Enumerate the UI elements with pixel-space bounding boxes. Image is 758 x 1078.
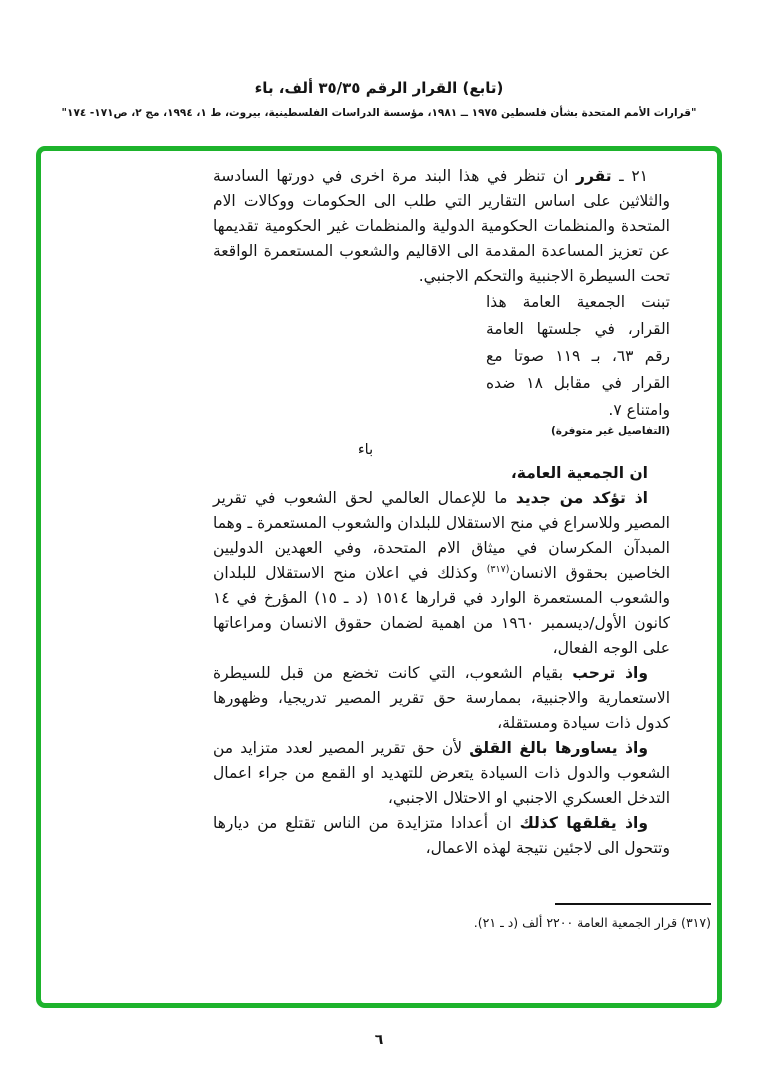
paragraph-welcoming bbox=[213, 661, 670, 736]
paragraph-21-text: ان تنظر في هذا البند مرة اخرى في دورتها السادسة والثلاثين على اساس التقارير التي طلب الى الحكومات ووكالات الام المتحدة والمنظمات الحكومية الدولية والمنظمات غير الحكومية تقديمها عن تعزيز المساعدة المقدمة الى الاقاليم والشعوب المستعمرة الواقعة تحت السيطرة الاجنبية والتحكم الاجنبي. bbox=[213, 167, 670, 285]
paragraph-welcoming-lead: واذ ترحب bbox=[572, 664, 648, 682]
paragraph-displacement bbox=[213, 811, 670, 861]
paragraph-displacement-lead: واذ يقلقها كذلك bbox=[519, 814, 648, 832]
page-number: ٦ bbox=[374, 1032, 384, 1048]
paragraph-reaffirming-text: ما للإعمال العالمي لحق الشعوب في تقرير المصير وللاسراع في منح الاستقلال للبلدان والشعوب المستعمرة ـ وهما المبدآن المكرسان في ميثاق الام المتحدة، وفي العهدين الدوليين الخاصين بحقوق الانسان bbox=[213, 489, 670, 582]
paragraph-welcoming-text: بقيام الشعوب، التي كانت تخضع من قبل للسيطرة الاستعمارية والاجنبية، بممارسة حق تقرير المصير تدريجيا، وظهورها كدول ذات سيادة ومستقلة، bbox=[213, 664, 670, 732]
document-frame bbox=[36, 146, 722, 1008]
paragraph-reaffirming-text2: وكذلك في اعلان منح الاستقلال للبلدان والشعوب المستعمرة الوارد في قرارها ١٥١٤ (د ـ ١٥) المؤرخ في ١٤ كانون الأول/ديسمبر ١٩٦٠ من اهمية لضمان حقوق الانسان ومراعاتها على الوجه الفعال، bbox=[213, 564, 670, 657]
source-citation: "قرارات الأمم المتحدة بشأن فلسطين ١٩٧٥ ــ ١٩٨١، مؤسسة الدراسات الفلسطينية، بيروت، ط ١، ١٩٩٤، مج ٢، ص١٧١- ١٧٤" bbox=[61, 107, 697, 119]
vote-record: تبنت الجمعية العامة هذا القرار، في جلستها العامة رقم ٦٣، بـ ١١٩ صوتا مع القرار في مقابل ١٨ ضده وامتناع ٧. bbox=[486, 293, 670, 419]
paragraph-21-lead: تقرر bbox=[576, 167, 612, 185]
resolution-title: (تابع) القرار الرقم ٣٥/٣٥ ألف، باء bbox=[254, 79, 504, 97]
document-body bbox=[213, 164, 670, 861]
paragraph-21 bbox=[213, 164, 670, 289]
paragraph-displacement-text: ان أعدادا متزايدة من الناس تقتلع من ديارها وتتحول الى لاجئين نتيجة لهذه الاعمال، bbox=[213, 814, 670, 857]
details-note: (التفاصيل غير متوفرة) bbox=[550, 425, 670, 437]
paragraph-concern bbox=[213, 736, 670, 811]
page-header bbox=[0, 78, 758, 121]
paragraph-reaffirming-lead: اذ تؤكد من جديد bbox=[515, 489, 648, 507]
footnote-divider bbox=[555, 903, 711, 905]
paragraph-concern-text: لأن حق تقرير المصير لعدد متزايد من الشعوب والدول ذات السيادة يتعرض للتهديد او القمع من جراء اعمال التدخل العسكري الاجنبي او الاحتلال الاجنبي، bbox=[213, 739, 670, 807]
footnote-area bbox=[377, 903, 711, 931]
footnote-ref-317: (٣١٧) bbox=[486, 563, 510, 575]
footnote-317: (٣١٧) قرار الجمعية العامة ٢٢٠٠ ألف (د ـ ٢١). bbox=[473, 915, 711, 930]
paragraph-reaffirming bbox=[213, 486, 670, 661]
paragraph-21-number: ٢١ ـ bbox=[611, 167, 648, 185]
preamble-opening: ان الجمعية العامة، bbox=[510, 464, 648, 482]
paragraph-concern-lead: واذ يساورها بالغ القلق bbox=[469, 739, 648, 757]
section-b-heading: باء bbox=[357, 442, 374, 458]
